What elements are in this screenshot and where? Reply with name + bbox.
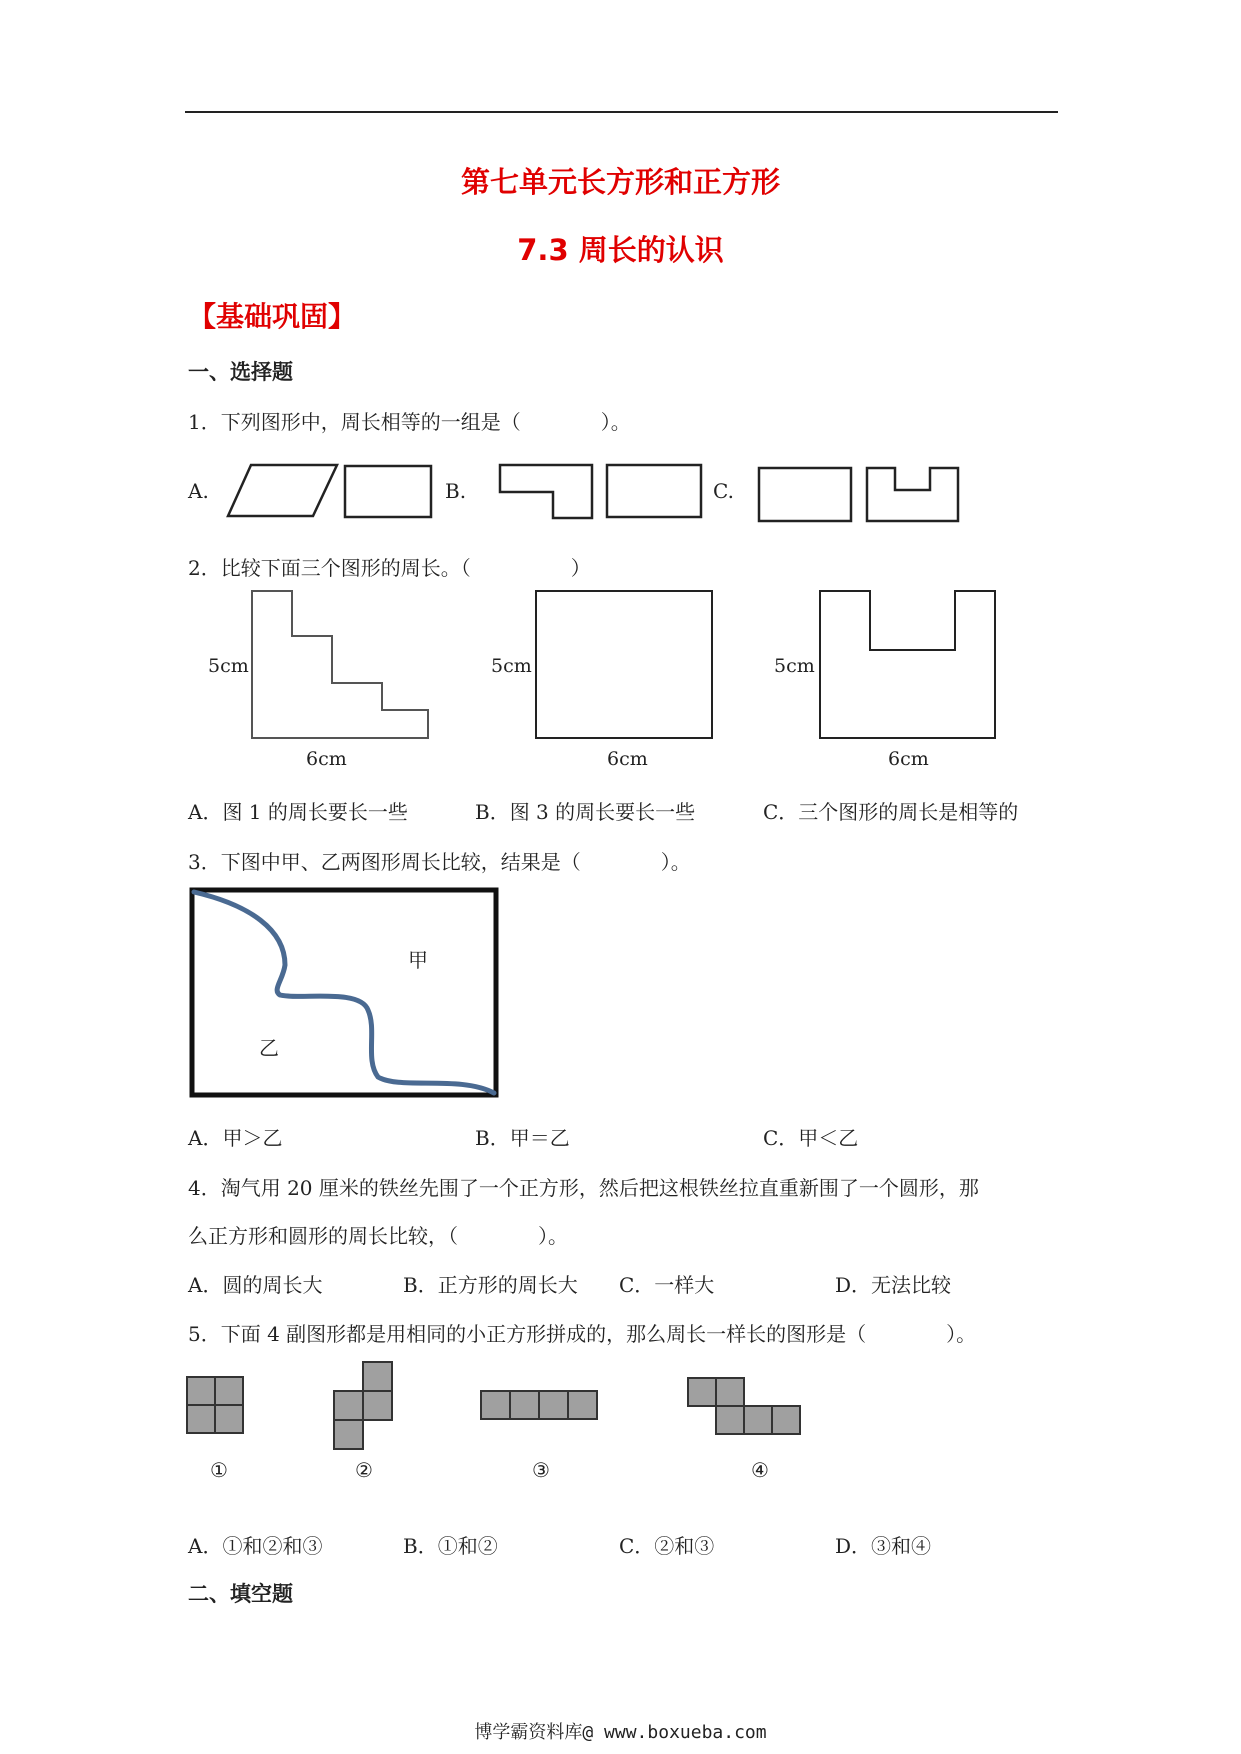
- q5-label-1: ①: [210, 1458, 228, 1482]
- q4-option-d: D．无法比较: [835, 1273, 952, 1297]
- q2-option-a: A．图 1 的周长要长一些: [188, 800, 408, 824]
- question-4-line-1: 4．淘气用 20 厘米的铁丝先围了一个正方形，然后把这根铁丝拉直重新围了一个圆形，那: [188, 1176, 979, 1200]
- section-heading-choice: 一、选择题: [188, 360, 293, 384]
- q5-fig2-tile: [363, 1391, 392, 1420]
- q5-fig1-tile: [215, 1405, 243, 1433]
- unit-title: 第七单元长方形和正方形: [460, 165, 780, 199]
- q5-option-b: B．①和②: [403, 1534, 498, 1558]
- q5-label-3: ③: [532, 1458, 550, 1482]
- question-1: 1．下列图形中，周长相等的一组是（ ）。: [188, 410, 631, 434]
- q5-option-d: D．③和④: [835, 1534, 932, 1558]
- section-tag: 【基础巩固】: [188, 300, 357, 333]
- section-heading-fill: 二、填空题: [188, 1582, 293, 1606]
- q3-option-b: B．甲＝乙: [475, 1126, 570, 1150]
- q3-region-jia: 甲: [408, 948, 428, 972]
- q5-fig4-tile: [772, 1406, 800, 1434]
- q2-fig1-height: 5cm: [208, 655, 249, 677]
- q5-fig2-tile: [334, 1420, 363, 1449]
- q4-option-a: A．圆的周长大: [188, 1273, 323, 1297]
- q5-fig1-tile: [187, 1377, 215, 1405]
- q5-fig3-tile: [481, 1391, 510, 1419]
- q4-option-b: B．正方形的周长大: [403, 1273, 578, 1297]
- q5-label-4: ④: [751, 1458, 769, 1482]
- q2-fig2-width: 6cm: [607, 748, 648, 770]
- q5-fig3-tile: [539, 1391, 568, 1419]
- q2-fig3-width: 6cm: [888, 748, 929, 770]
- q5-label-2: ②: [355, 1458, 373, 1482]
- q2-fig1-width: 6cm: [306, 748, 347, 770]
- q5-fig2-tile: [363, 1362, 392, 1391]
- lesson-title: 7.3 周长的认识: [517, 233, 724, 267]
- q5-fig3-tile: [568, 1391, 597, 1419]
- q5-option-a: A．①和②和③: [188, 1534, 323, 1558]
- question-5: 5．下面 4 副图形都是用相同的小正方形拼成的，那么周长一样长的图形是（ ）。: [188, 1322, 977, 1346]
- q3-region-yi: 乙: [259, 1036, 279, 1060]
- q5-option-c: C．②和③: [619, 1534, 715, 1558]
- q5-fig1-tile: [215, 1377, 243, 1405]
- q1-option-b-label: B.: [445, 479, 467, 503]
- q3-option-a: A．甲＞乙: [188, 1126, 283, 1150]
- q2-option-b: B．图 3 的周长要长一些: [475, 800, 696, 824]
- q1-option-c-label: C.: [713, 479, 734, 503]
- q2-option-c: C．三个图形的周长是相等的: [763, 800, 1019, 824]
- q2-fig2-height: 5cm: [491, 655, 532, 677]
- q5-fig2-tile: [334, 1391, 363, 1420]
- q3-option-c: C．甲＜乙: [763, 1126, 859, 1150]
- q5-fig4-tile: [688, 1378, 716, 1406]
- question-4-line-2: 么正方形和圆形的周长比较，（ ）。: [188, 1224, 568, 1248]
- question-3: 3．下图中甲、乙两图形周长比较，结果是（ ）。: [188, 850, 691, 874]
- q5-fig4-tile: [716, 1378, 744, 1406]
- q5-fig4-tile: [744, 1406, 772, 1434]
- q1-option-a-label: A.: [188, 479, 209, 503]
- q4-option-c: C．一样大: [619, 1273, 715, 1297]
- q5-fig3-tile: [510, 1391, 539, 1419]
- question-2: 2．比较下面三个图形的周长。（ ）: [188, 556, 591, 580]
- q2-fig3-height: 5cm: [774, 655, 815, 677]
- q5-fig4-tile: [716, 1406, 744, 1434]
- footer-watermark: 博学霸资料库@ www.boxueba.com: [474, 1722, 767, 1743]
- q5-fig1-tile: [187, 1405, 215, 1433]
